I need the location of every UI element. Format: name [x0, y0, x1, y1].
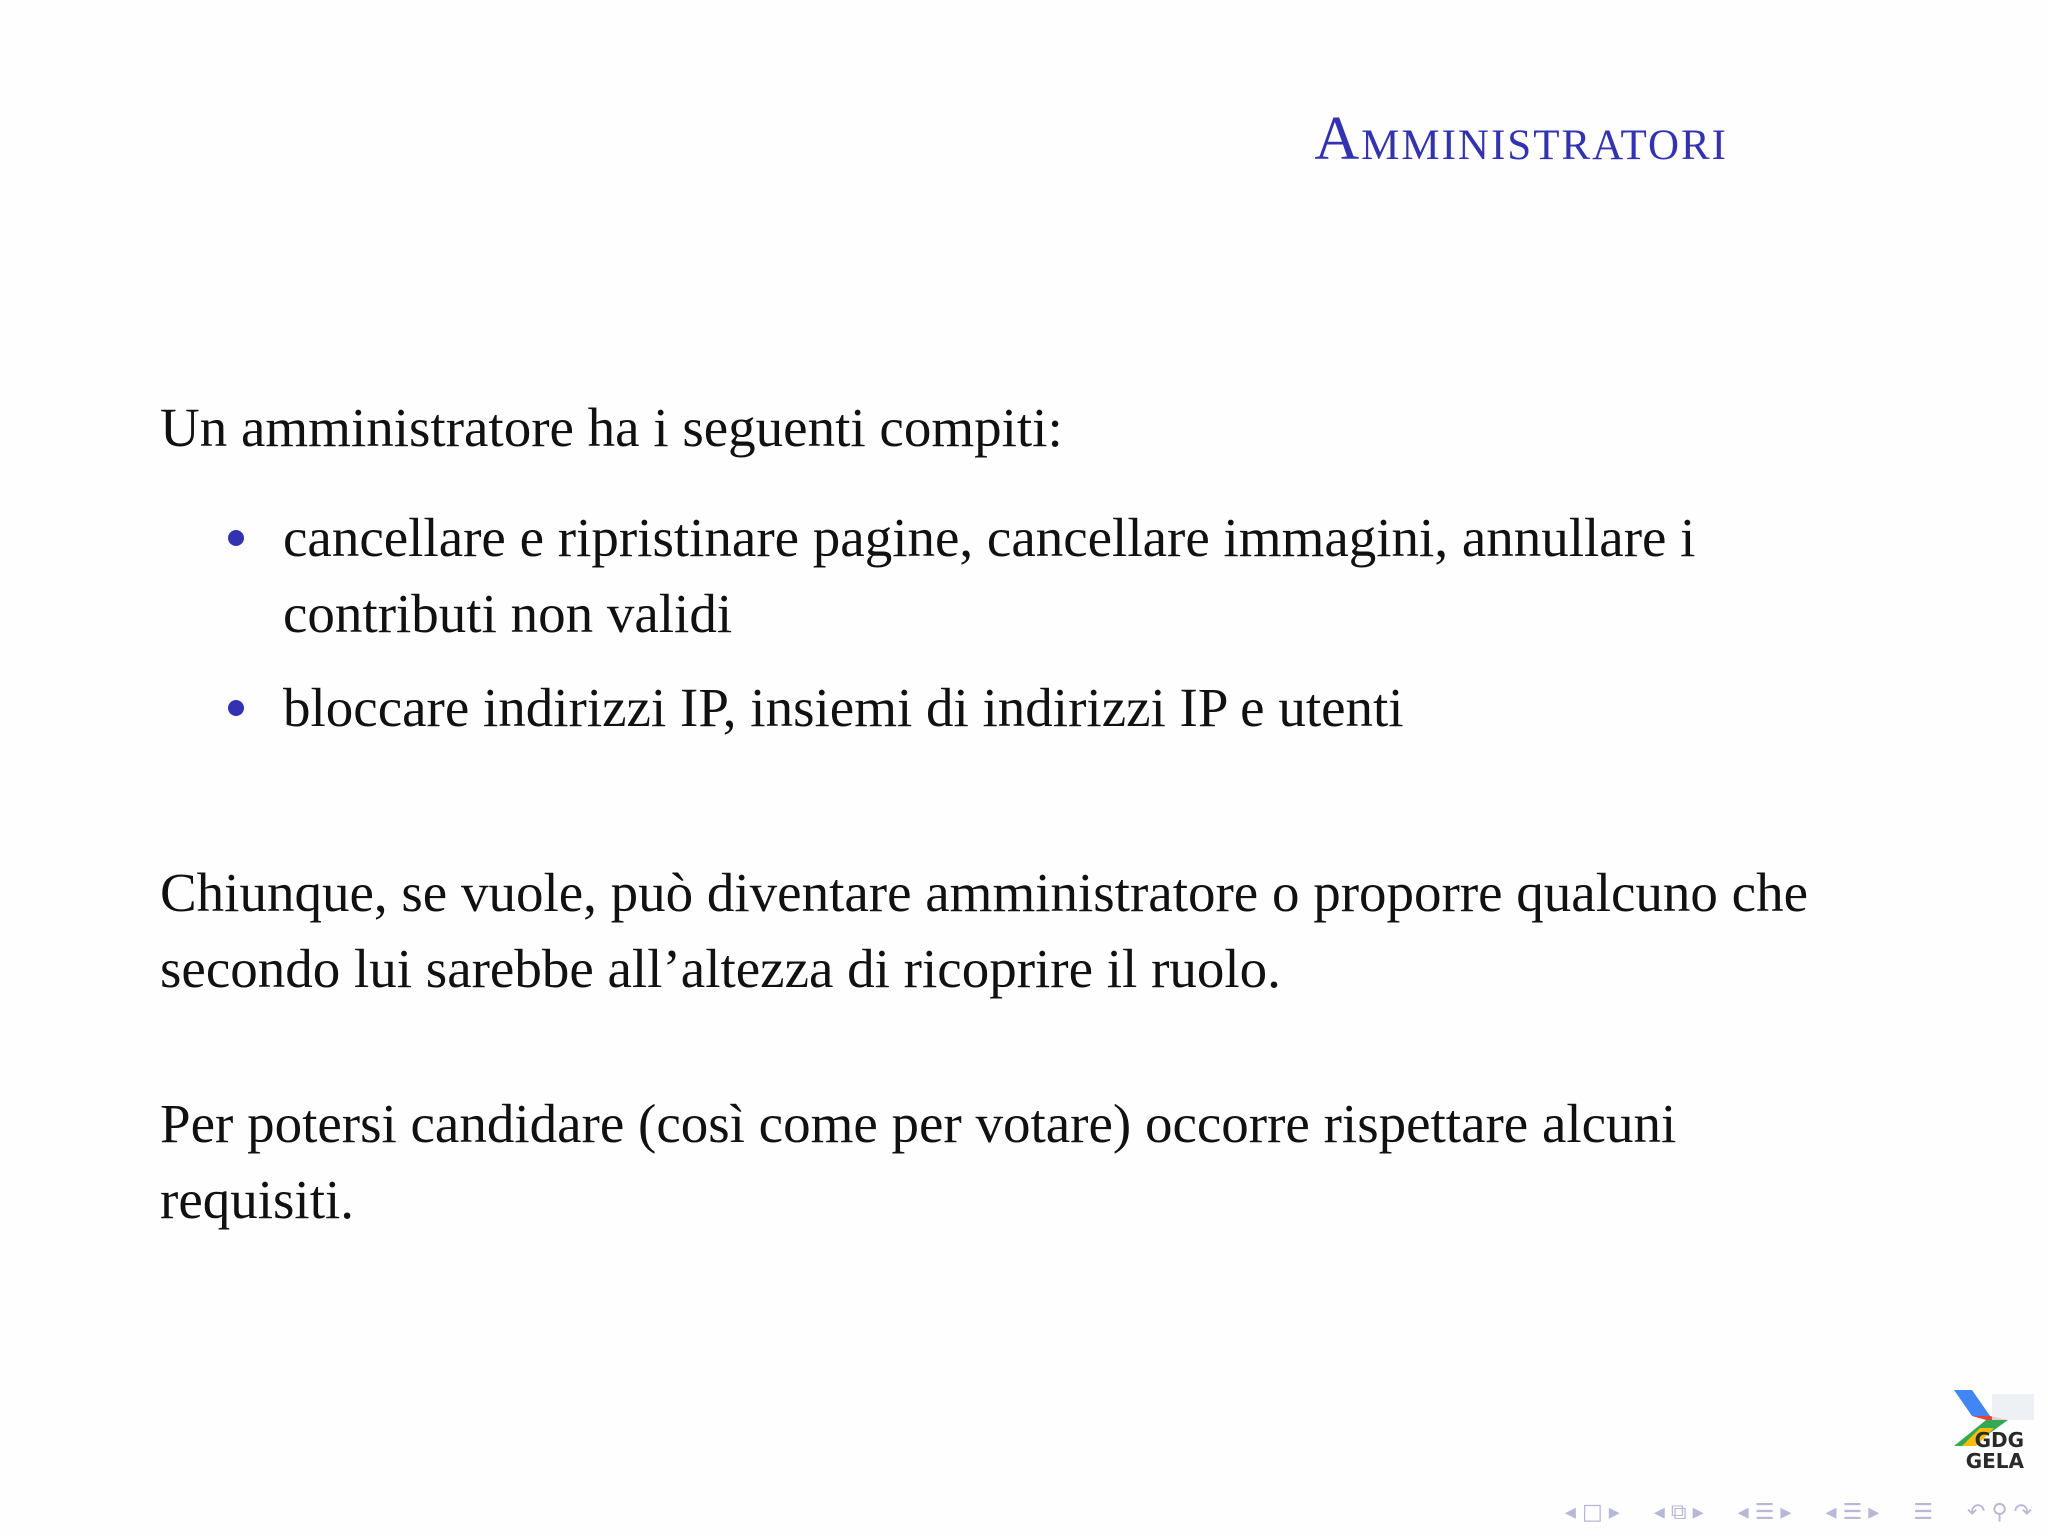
back-icon[interactable]: ↶ — [1967, 1500, 1986, 1525]
prev-section-icon[interactable]: ◂ — [1737, 1500, 1749, 1525]
subsection-icon[interactable]: ⧉ — [1670, 1500, 1687, 1525]
task-list — [160, 500, 1900, 764]
slide-title: Amministratori — [1314, 105, 1728, 173]
prev-slide-icon[interactable]: ◂ — [1825, 1500, 1837, 1525]
paragraph-requirements: Per potersi candidare (così come per votare) occorre rispettare alcuni requisiti. — [160, 1093, 1677, 1230]
next-slide-icon[interactable]: ▸ — [1868, 1500, 1880, 1525]
bullet-icon — [228, 700, 244, 716]
prev-frame-icon[interactable]: ◂ — [1564, 1500, 1576, 1525]
list-item-text: bloccare indirizzi IP, insiemi di indirizzi IP e utenti — [283, 677, 1404, 738]
slide-icon[interactable]: ☰ — [1842, 1500, 1863, 1525]
paragraph-candidates: Chiunque, se vuole, può diventare amministratore o proporre qualcuno che secondo lui sarebbe all’altezza di ricoprire il ruolo. — [160, 862, 1808, 999]
next-frame-icon[interactable]: ▸ — [1608, 1500, 1620, 1525]
gdg-gela-logo — [1950, 1390, 2036, 1473]
next-subsection-icon[interactable]: ▸ — [1692, 1500, 1704, 1525]
search-icon[interactable]: ⚲ — [1991, 1500, 2008, 1525]
forward-icon[interactable]: ↷ — [2013, 1500, 2032, 1525]
frame-icon[interactable]: □ — [1581, 1500, 1603, 1525]
next-section-icon[interactable]: ▸ — [1780, 1500, 1792, 1525]
prev-subsection-icon[interactable]: ◂ — [1653, 1500, 1665, 1525]
outline-icon[interactable]: ☰ — [1913, 1500, 1933, 1525]
logo-line-1: GDG — [1974, 1428, 2024, 1452]
logo-line-2: GELA — [1965, 1449, 2024, 1473]
list-item-text: cancellare e ripristinare pagine, cancellare immagini, annullare i contributi non validi — [283, 507, 1696, 644]
intro-text: Un amministratore ha i seguenti compiti: — [160, 397, 1063, 458]
list-item — [160, 500, 1900, 652]
list-item — [160, 670, 1900, 746]
section-icon[interactable]: ☰ — [1754, 1500, 1775, 1525]
bullet-icon — [228, 530, 244, 546]
beamer-navigation — [1565, 1502, 2032, 1524]
